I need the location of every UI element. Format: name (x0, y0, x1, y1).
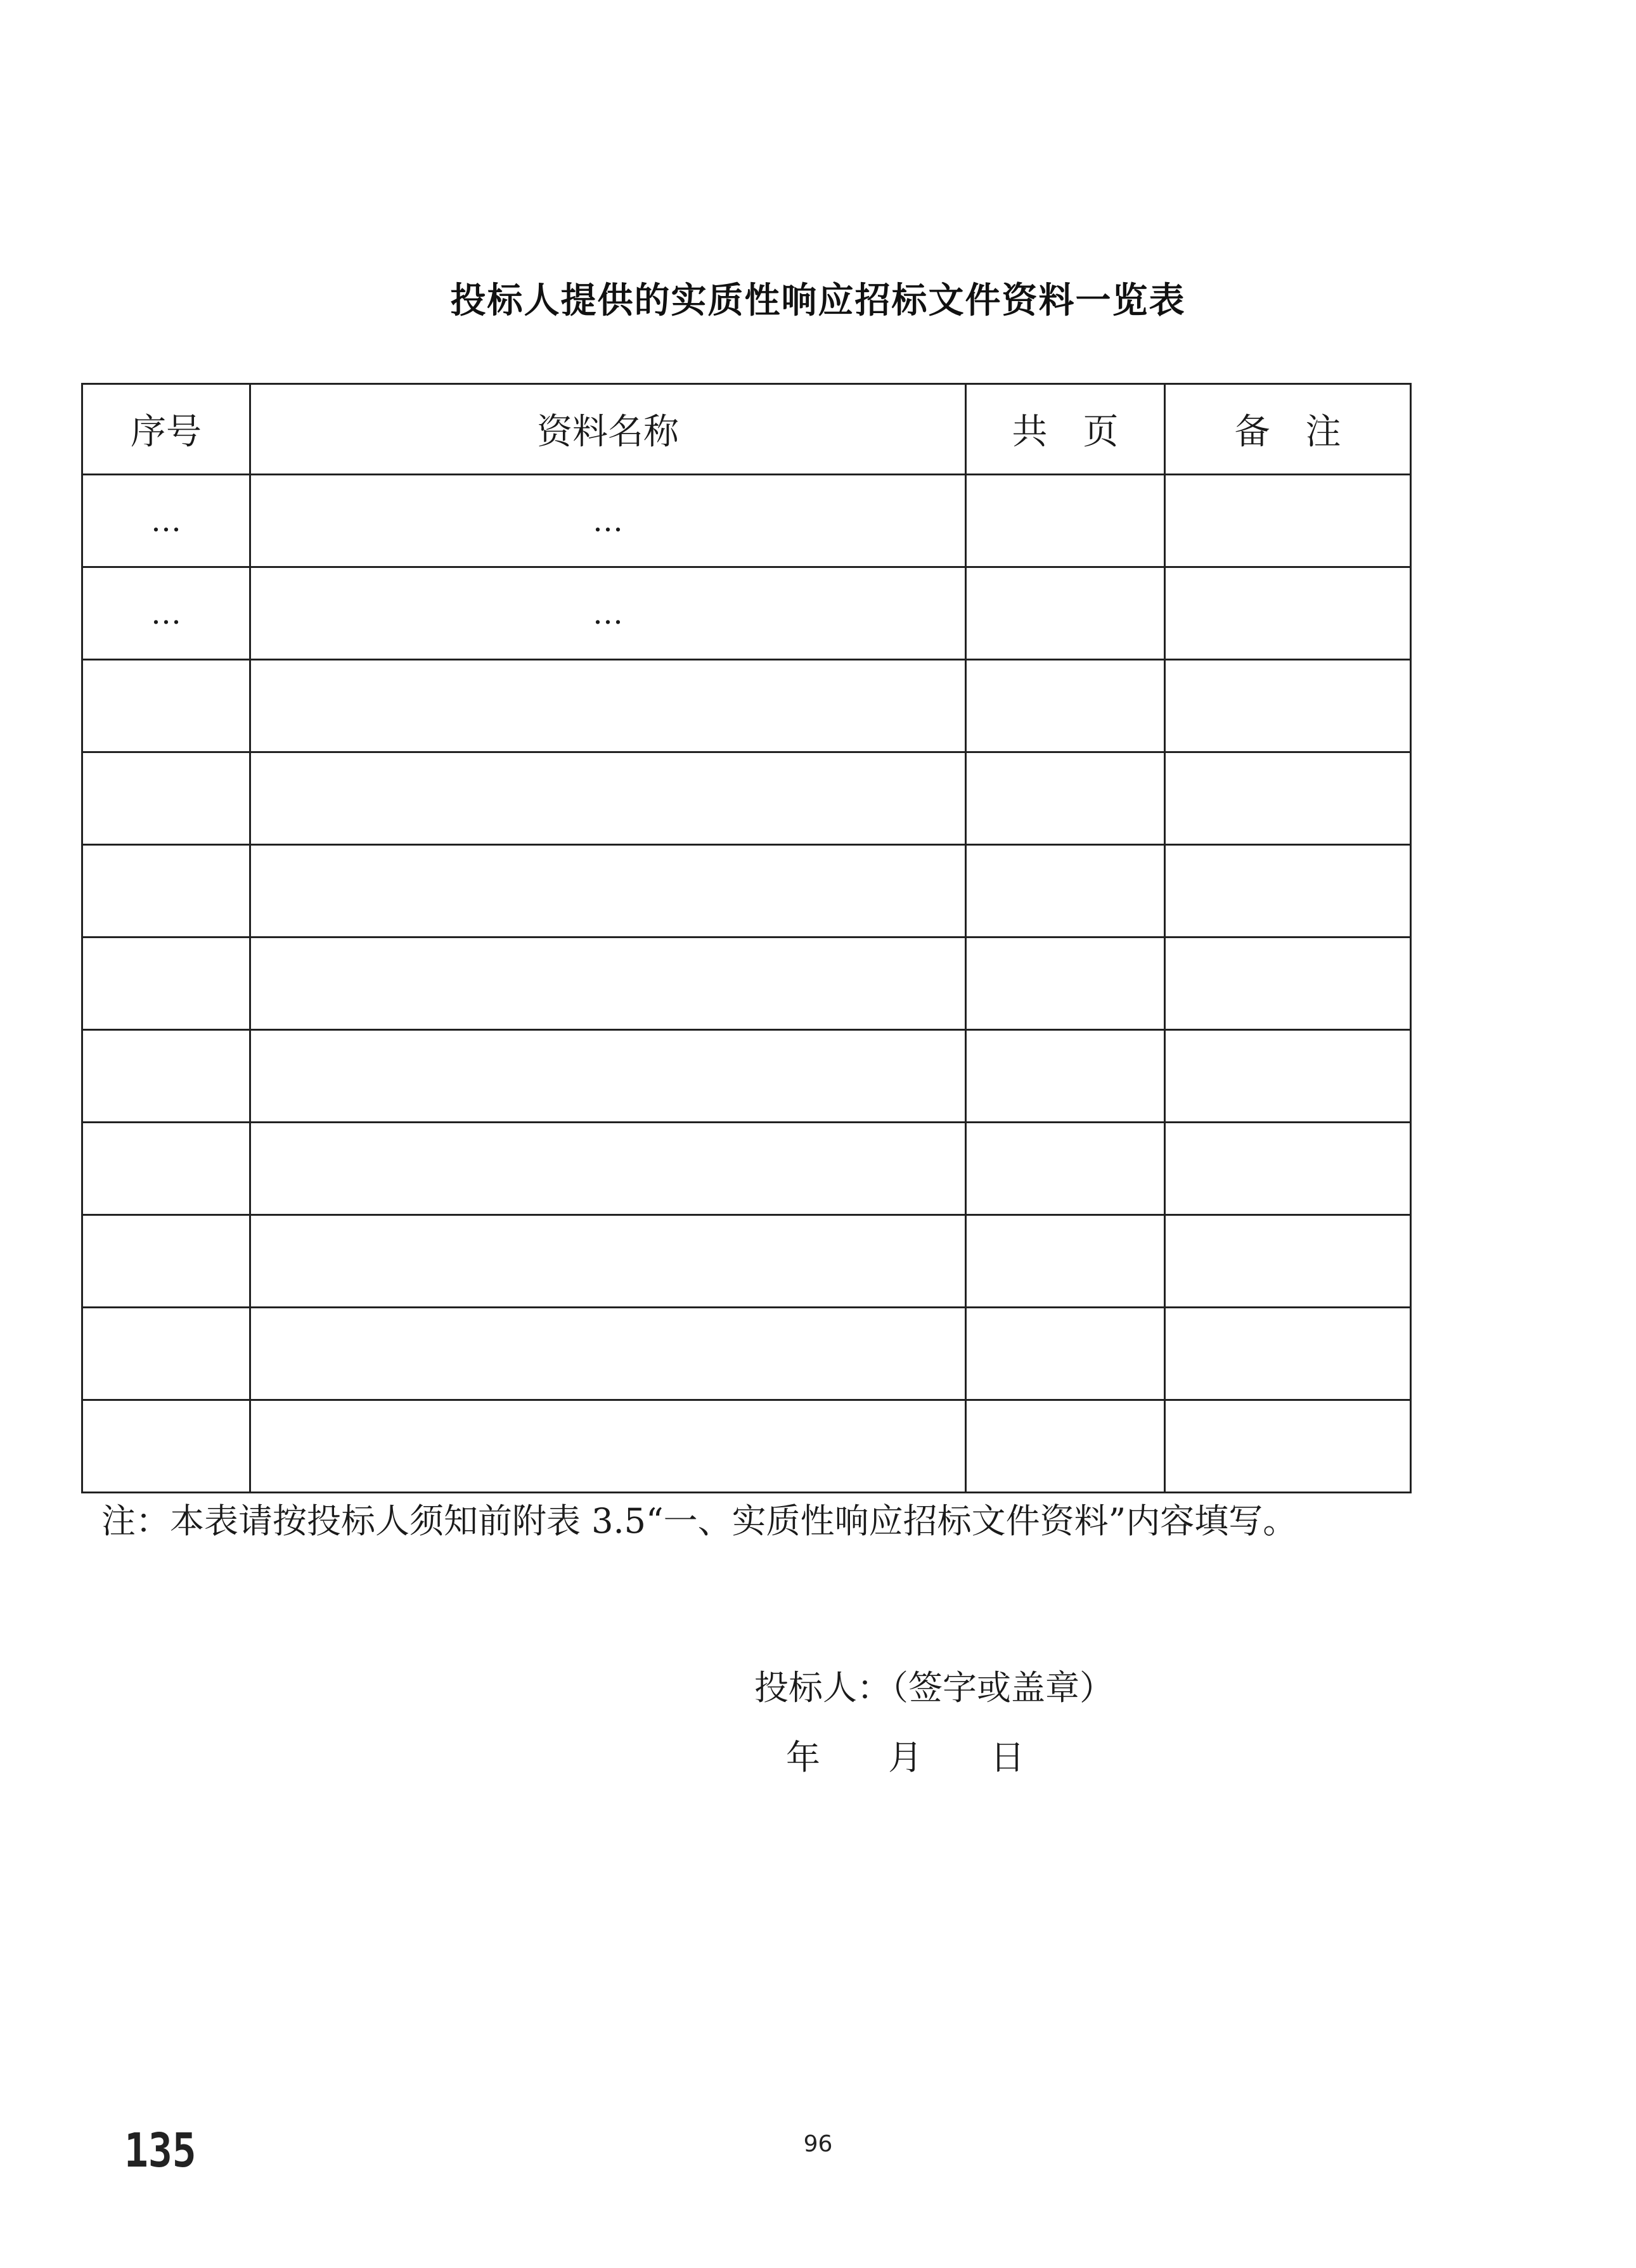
cell-remarks (1165, 752, 1411, 845)
table-note: 注：本表请按投标人须知前附表 3.5“一、实质性响应招标文件资料”内容填写。 (101, 1501, 1298, 1541)
cell-pages (966, 1400, 1165, 1493)
cell-name: … (250, 475, 966, 567)
cell-remarks (1165, 1123, 1411, 1215)
table-row (82, 937, 1411, 1030)
table-row (82, 1123, 1411, 1215)
header-remarks: 备 注 (1165, 384, 1411, 475)
stamped-sequence-number: 135 (124, 2123, 196, 2178)
table-row (82, 567, 1411, 660)
cell-serial (82, 1123, 250, 1215)
cell-remarks (1165, 1308, 1411, 1400)
cell-serial (82, 1215, 250, 1308)
cell-serial (82, 1400, 250, 1493)
cell-remarks (1165, 1215, 1411, 1308)
cell-name (250, 1030, 966, 1123)
cell-remarks (1165, 1030, 1411, 1123)
cell-remarks (1165, 660, 1411, 752)
cell-pages (966, 1215, 1165, 1308)
cell-pages (966, 845, 1165, 937)
cell-pages (966, 937, 1165, 1030)
cell-remarks (1165, 937, 1411, 1030)
cell-serial: … (82, 567, 250, 660)
cell-name (250, 1308, 966, 1400)
materials-table (81, 383, 1412, 1493)
cell-serial (82, 1308, 250, 1400)
document-title: 投标人提供的实质性响应招标文件资料一览表 (450, 280, 1186, 321)
cell-name (250, 1123, 966, 1215)
table-row (82, 1030, 1411, 1123)
date-day-label: 日 (990, 1737, 1025, 1777)
cell-pages (966, 660, 1165, 752)
cell-serial (82, 937, 250, 1030)
cell-name (250, 660, 966, 752)
table-row (82, 1215, 1411, 1308)
table-header-row (82, 384, 1411, 475)
cell-serial (82, 660, 250, 752)
cell-pages (966, 752, 1165, 845)
cell-serial: … (82, 475, 250, 567)
cell-pages (966, 567, 1165, 660)
cell-remarks (1165, 567, 1411, 660)
table-row (82, 1400, 1411, 1493)
header-material-name: 资料名称 (250, 384, 966, 475)
cell-serial (82, 1030, 250, 1123)
cell-name (250, 937, 966, 1030)
cell-pages (966, 475, 1165, 567)
cell-name (250, 752, 966, 845)
cell-pages (966, 1308, 1165, 1400)
cell-pages (966, 1123, 1165, 1215)
cell-name: … (250, 567, 966, 660)
cell-name (250, 1400, 966, 1493)
cell-name (250, 845, 966, 937)
cell-remarks (1165, 845, 1411, 937)
table-row (82, 660, 1411, 752)
cell-name (250, 1215, 966, 1308)
header-serial-number: 序号 (82, 384, 250, 475)
page-number: 96 (803, 2131, 833, 2157)
table-row (82, 475, 1411, 567)
signature-date (786, 1730, 1081, 1779)
cell-pages (966, 1030, 1165, 1123)
table-row (82, 752, 1411, 845)
cell-remarks (1165, 475, 1411, 567)
cell-serial (82, 845, 250, 937)
table-row (82, 1308, 1411, 1400)
table-row (82, 845, 1411, 937)
date-month-label: 月 (888, 1737, 923, 1777)
bidder-signature-line: 投标人：（签字或盖章） (754, 1668, 1114, 1708)
cell-remarks (1165, 1400, 1411, 1493)
header-page-count: 共 页 (966, 384, 1165, 475)
cell-serial (82, 752, 250, 845)
date-year-label: 年 (786, 1737, 820, 1777)
